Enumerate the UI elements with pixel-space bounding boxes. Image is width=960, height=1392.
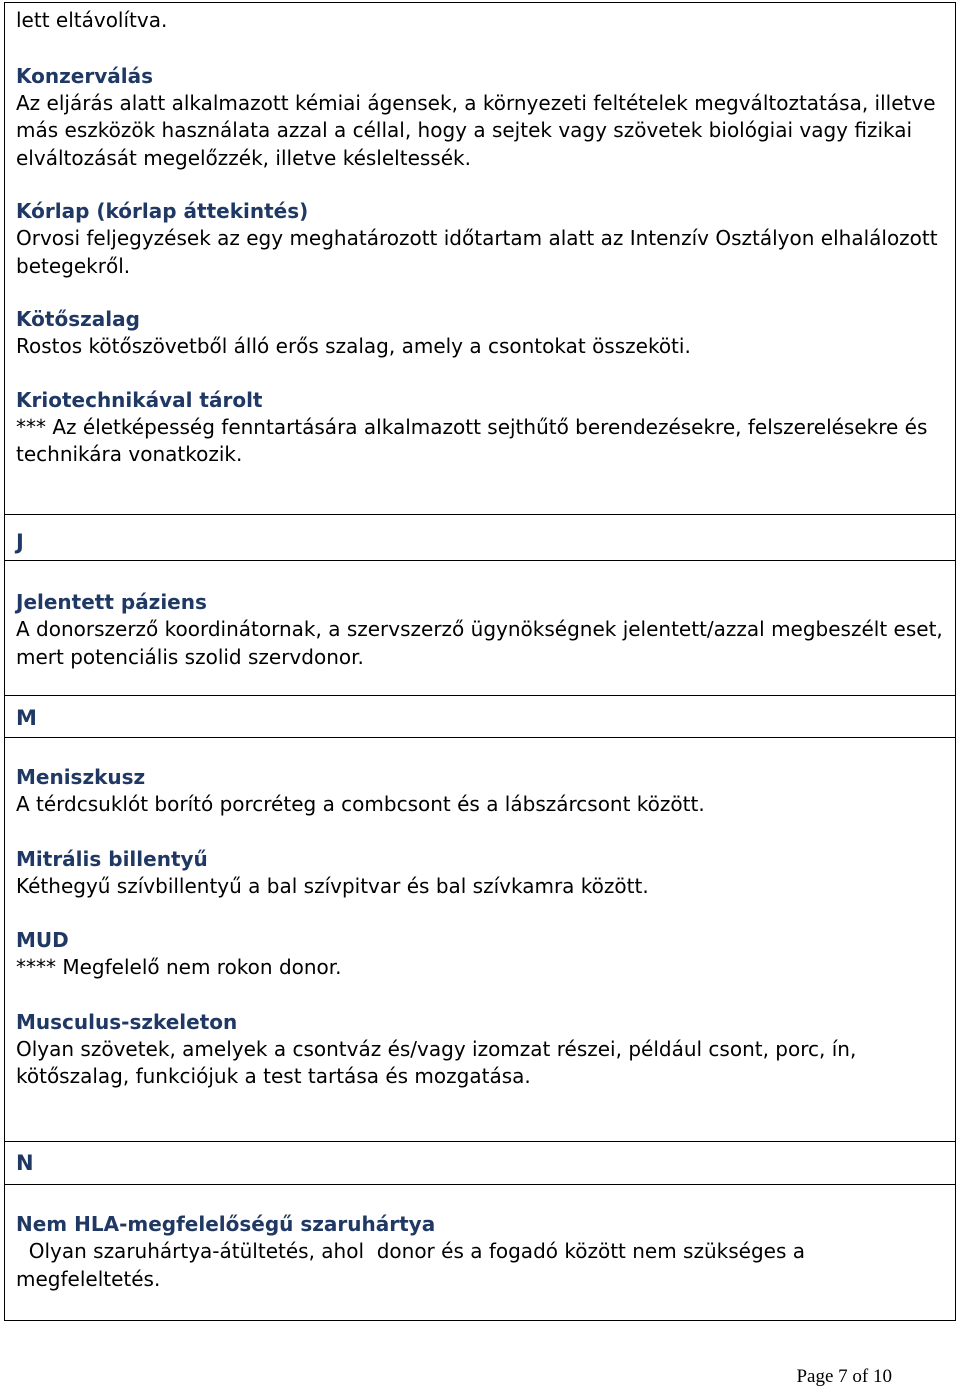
entry-term: Kriotechnikával tárolt (16, 387, 263, 412)
section-j-cell (5, 560, 955, 695)
entry-definition: A térdcsuklót borító porcréteg a combcsont és a lábszárcsont között. (16, 792, 705, 816)
entry-term: Jelentett páziens (16, 590, 207, 614)
entry-definition: Orvosi feljegyzések az egy meghatározott időtartam alatt az Intenzív Osztályon elhalálozott betegekről. (16, 226, 938, 278)
glossary-entry (16, 1210, 945, 1293)
letter-heading: M (16, 706, 37, 730)
glossary-table (4, 2, 956, 1321)
section-k-cell (5, 3, 955, 514)
section-m-cell (5, 737, 955, 1141)
entry-definition: A donorszerző koordinátornak, a szervszerző ügynökségnek jelentett/azzal megbeszélt eset, mert potenciális szolid szervdonor. (16, 617, 943, 669)
entry-definition: *** Az életképesség fenntartására alkalmazott sejthűtő berendezésekre, felszerelésekre és technikára vonatkozik. (16, 414, 928, 466)
entry-term: Musculus-szkeleton (16, 1009, 238, 1034)
letter-header-m (5, 695, 955, 737)
entry-term: Kötőszalag (16, 307, 140, 331)
glossary-entry (16, 845, 945, 901)
entry-definition: Olyan szövetek, amelyek a csontváz és/vagy izomzat részei, például csont, porc, ín, kötőszalag, funkciójuk a test tartása és mozgatása. (16, 1036, 857, 1088)
letter-header-j (5, 514, 955, 560)
entry-term: Kórlap (kórlap áttekintés) (16, 199, 309, 223)
glossary-entry (16, 197, 945, 280)
entry-definition: Kéthegyű szívbillentyű a bal szívpitvar és bal szívkamra között. (16, 873, 649, 898)
entry-term: Konzerválás (16, 63, 153, 88)
entry-definition: Rostos kötőszövetből álló erős szalag, amely a csontokat összeköti. (16, 334, 691, 358)
glossary-entry (16, 763, 945, 819)
entry-term: Nem HLA-megfelelőségű szaruhártya (16, 1212, 436, 1236)
entry-term: Meniszkusz (16, 765, 146, 789)
entry-definition: **** Megfelelő nem rokon donor. (16, 955, 342, 979)
glossary-entry (16, 305, 945, 361)
glossary-entry (16, 62, 945, 173)
section-n-cell (5, 1184, 955, 1320)
page-number: Page 7 of 10 (796, 1366, 892, 1387)
letter-heading: N (16, 1151, 34, 1175)
entry-term: Mitrális billentyű (16, 846, 208, 871)
glossary-entry (16, 926, 945, 982)
letter-heading: J (16, 530, 24, 554)
entry-definition: Olyan szaruhártya-átültetés, ahol donor és a fogadó között nem szükséges a megfeleltetés. (16, 1239, 812, 1291)
glossary-entry (16, 1008, 945, 1091)
entry-term: MUD (16, 928, 69, 952)
letter-header-n (5, 1141, 955, 1184)
glossary-entry (16, 588, 945, 671)
entry-definition: Az eljárás alatt alkalmazott kémiai ágensek, a környezeti feltételek megváltoztatása, illetve más eszközök használata azzal a céllal, hogy a sejtek vagy szövetek biológiai vagy fizikai elváltozását megelőzzék, illetve késleltessék. (16, 90, 936, 170)
glossary-entry (16, 386, 945, 469)
intro-tail-text: lett eltávolítva. (16, 8, 168, 32)
